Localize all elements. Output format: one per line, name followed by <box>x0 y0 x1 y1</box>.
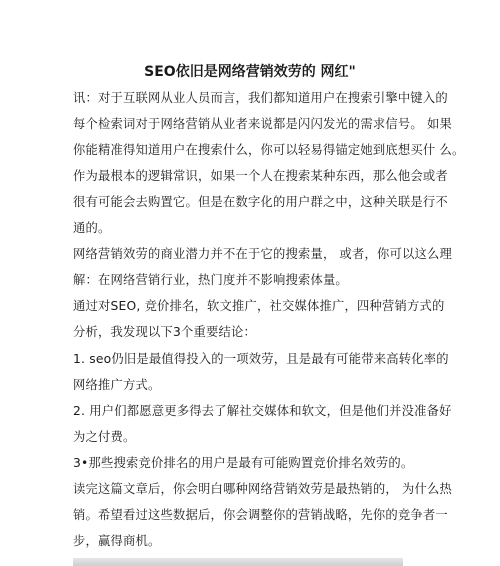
paragraph-line: 分析，我发现以下3个重要结论： <box>73 325 256 339</box>
paragraph-line: 解：在网络营销行业，热门度并不影响搜索体量。 <box>73 273 348 287</box>
cut-off-text-strip <box>73 558 403 566</box>
paragraph-line: 讯：对于互联网从业人员而言，我们都知道用户在搜索引擎中键入的 <box>73 91 448 105</box>
paragraph-line: 很有可能会去购置它。但是在数字化的用户群之中，这种关联是行不 <box>73 195 448 209</box>
paragraph-line: 你能精准得知道用户在搜索什么，你可以轻易得锚定她到底想买什 么。 <box>73 143 465 157</box>
paragraph-line: 1. seo仍旧是最值得投入的一项效劳，且是最有可能带来高转化率的 <box>73 352 449 366</box>
paragraph-line: 网络推广方式。 <box>73 378 161 392</box>
paragraph-line: 步，赢得商机。 <box>73 534 161 548</box>
paragraph-line: 2. 用户们都愿意更多得去了解社交媒体和软文，但是他们并没准备好 <box>73 404 452 418</box>
document-title: SEO依旧是网络营销效劳的 网红" <box>144 64 356 80</box>
paragraph-line: 读完这篇文章后，你会明白哪种网络营销效劳是最热销的， 为什么热 <box>73 482 453 496</box>
paragraph-line: 销。希望看过这些数据后，你会调整你的营销战略，先你的竞争者一 <box>73 508 448 522</box>
paragraph-line: 网络营销效劳的商业潜力并不在于它的搜索量， 或者，你可以这么理 <box>73 247 453 261</box>
paragraph-line: 3•那些搜索竞价排名的用户是最有可能购置竞价排名效劳的。 <box>73 456 414 470</box>
paragraph-line: 通过对SEO, 竞价排名，软文推广，社交媒体推广，四种营销方式的 <box>73 299 445 313</box>
paragraph-line: 为之付费。 <box>73 430 136 444</box>
paragraph-line: 每个检索词对于网络营销从业者来说都是闪闪发光的需求信号。 如果 <box>73 117 453 131</box>
paragraph-line: 通的。 <box>73 221 111 235</box>
paragraph-line: 作为最根本的逻辑常识，如果一个人在搜索某种东西，那么他会或者 <box>73 169 448 183</box>
